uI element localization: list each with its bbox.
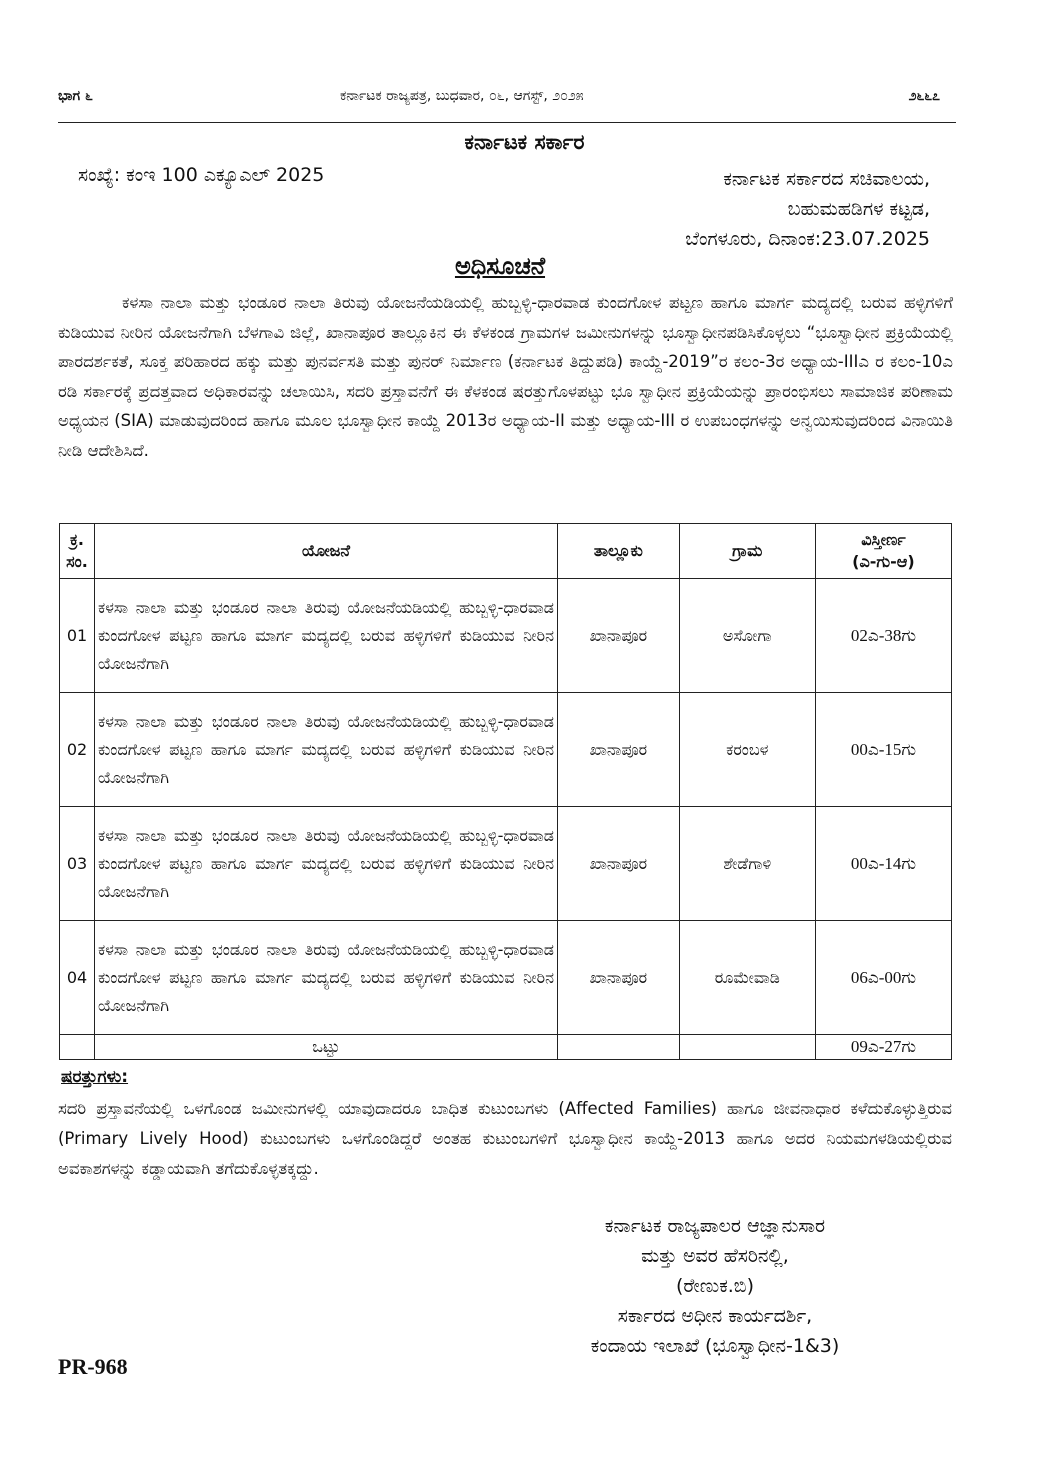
cell-taluk: ಖಾನಾಪೂರ bbox=[558, 807, 680, 921]
col-header-area bbox=[815, 524, 951, 579]
cell-sn: 04 bbox=[60, 921, 95, 1035]
signatory-department: ಕಂದಾಯ ಇಲಾಖೆ (ಭೂಸ್ವಾಧೀನ-1&3) bbox=[590, 1335, 840, 1357]
signature-line-2: ಮತ್ತು ಅವರ ಹೆಸರಿನಲ್ಲಿ, bbox=[641, 1245, 789, 1267]
address-line-2: ಬಹುಮಹಡಿಗಳ ಕಟ್ಟಡ, bbox=[787, 198, 930, 220]
cell-area: 00ಎ-14ಗು bbox=[815, 807, 951, 921]
cell-scheme: ಕಳಸಾ ನಾಲಾ ಮತ್ತು ಭಂಡೂರ ನಾಲಾ ತಿರುವು ಯೋಜನೆಯಡಿಯಲ್ಲಿ ಹುಬ್ಬಳ್ಳಿ-ಧಾರವಾಡ ಕುಂದಗೋಳ ಪಟ್ಟಣ ಹಾಗೂ ಮಾರ್ಗ ಮದ್ಯದಲ್ಲಿ ಬರುವ ಹಳ್ಳಿಗಳಿಗೆ ಕುಡಿಯುವ ನೀರಿನ ಯೋಜನೆಗಾಗಿ bbox=[95, 579, 558, 693]
office-address bbox=[600, 164, 930, 254]
cell-taluk: ಖಾನಾಪೂರ bbox=[558, 921, 680, 1035]
conditions-title: ಷರತ್ತುಗಳು: bbox=[61, 1067, 129, 1087]
total-area: 09ಎ-27ಗು bbox=[815, 1035, 951, 1060]
cell-village: ಕರಂಬಳ bbox=[679, 693, 815, 807]
cell-sn: 03 bbox=[60, 807, 95, 921]
col-header-village: ಗ್ರಾಮ bbox=[679, 524, 815, 579]
cell-sn: 01 bbox=[60, 579, 95, 693]
col-header-taluk: ತಾಲ್ಲೂಕು bbox=[558, 524, 680, 579]
order-number: ಸಂಖ್ಯೆ: ಕಂಇ 100 ಎಕ್ಯೂಎಲ್ 2025 bbox=[78, 164, 325, 186]
signature-block bbox=[500, 1211, 930, 1361]
signatory-name: (ರೇಣುಕ.ಬಿ) bbox=[676, 1275, 754, 1297]
press-release-code: PR-968 bbox=[58, 1354, 128, 1379]
gazette-title: ಕರ್ನಾಟಕ ರಾಜ್ಯಪತ್ರ, ಬುಧವಾರ, ೦೬, ಆಗಸ್ಟ್, ೨೦೨೫ bbox=[340, 88, 584, 104]
col-header-scheme: ಯೋಜನೆ bbox=[95, 524, 558, 579]
table-total-row bbox=[60, 1035, 952, 1060]
cell-area: 02ಎ-38ಗು bbox=[815, 579, 951, 693]
table-row bbox=[60, 921, 952, 1035]
cell-village: ಅಸೋಗಾ bbox=[679, 579, 815, 693]
notification-title: ಅಧಿಸೂಚನೆ bbox=[454, 252, 546, 280]
cell-area: 06ಎ-00ಗು bbox=[815, 921, 951, 1035]
table-row bbox=[60, 579, 952, 693]
land-table bbox=[59, 523, 952, 1060]
page-header bbox=[58, 88, 940, 112]
government-title: ಕರ್ನಾಟಕ ಸರ್ಕಾರ bbox=[464, 130, 585, 154]
table-header-row bbox=[60, 524, 952, 579]
conditions-text: ಸದರಿ ಪ್ರಸ್ತಾವನೆಯಲ್ಲಿ ಒಳಗೊಂಡ ಜಮೀನುಗಳಲ್ಲಿ ಯಾವುದಾದರೂ ಬಾಧಿತ ಕುಟುಂಬಗಳು (Affected Families) ಹಾಗೂ ಜೀವನಾಧಾರ ಕಳೆದುಕೊಳ್ಳುತ್ತಿರುವ (Primary Lively Hood) ಕುಟುಂಬಗಳು ಒಳಗೊಂಡಿದ್ದರೆ ಅಂತಹ ಕುಟುಂಬಗಳಿಗೆ ಭೂಸ್ವಾಧೀನ ಕಾಯ್ದೆ-2013 ಹಾಗೂ ಅದರ ನಿಯಮಗಳಡಿಯಲ್ಲಿರುವ ಅವಕಾಶಗಳನ್ನು ಕಡ್ಡಾಯವಾಗಿ ತಗೆದುಕೊಳ್ಳತಕ್ಕದ್ದು. bbox=[58, 1099, 952, 1178]
signatory-designation: ಸರ್ಕಾರದ ಅಧೀನ ಕಾರ್ಯದರ್ಶಿ, bbox=[617, 1305, 813, 1327]
total-empty-cell bbox=[60, 1035, 95, 1060]
total-empty-cell bbox=[558, 1035, 680, 1060]
signature-line-1: ಕರ್ನಾಟಕ ರಾಜ್ಯಪಾಲರ ಆಜ್ಞಾನುಸಾರ bbox=[604, 1215, 826, 1237]
notification-body: ಕಳಸಾ ನಾಲಾ ಮತ್ತು ಭಂಡೂರ ನಾಲಾ ತಿರುವು ಯೋಜನೆಯಡಿಯಲ್ಲಿ ಹುಬ್ಬಳ್ಳಿ-ಧಾರವಾಡ ಕುಂದಗೋಳ ಪಟ್ಟಣ ಹಾಗೂ ಮಾರ್ಗ ಮದ್ಯದಲ್ಲಿ ಬರುವ ಹಳ್ಳಿಗಳಿಗೆ ಕುಡಿಯುವ ನೀರಿನ ಯೋಜನೆಗಾಗಿ ಬೆಳಗಾವಿ ಜಿಲ್ಲೆ, ಖಾನಾಪೂರ ತಾಲ್ಲೂಕಿನ ಈ ಕೆಳಕಂಡ ಗ್ರಾಮಗಳ ಜಮೀನುಗಳನ್ನು ಭೂಸ್ವಾಧೀನಪಡಿಸಿಕೊಳ್ಳಲು “ಭೂಸ್ವಾಧೀನ ಪ್ರಕ್ರಿಯೆಯಲ್ಲಿ ಪಾರದರ್ಶಕತೆ, ಸೂಕ್ತ ಪರಿಹಾರದ ಹಕ್ಕು ಮತ್ತು ಪುನರ್ವಸತಿ ಮತ್ತು ಪುನರ್ ನಿರ್ಮಾಣ (ಕರ್ನಾಟಕ ತಿದ್ದುಪಡಿ) ಕಾಯ್ದೆ-2019”ರ ಕಲಂ-3ರ ಅಧ್ಯಾಯ-IIIಎ ರ ಕಲಂ-10ಎ ರಡಿ ಸರ್ಕಾರಕ್ಕೆ ಪ್ರದತ್ತವಾದ ಅಧಿಕಾರವನ್ನು ಚಲಾಯಿಸಿ, ಸದರಿ ಪ್ರಸ್ತಾವನೆಗೆ ಈ ಕೆಳಕಂಡ ಷರತ್ತುಗೊಳಪಟ್ಟು ಭೂ ಸ್ವಾಧೀನ ಪ್ರಕ್ರಿಯೆಯನ್ನು ಪ್ರಾರಂಭಿಸಲು ಸಾಮಾಜಿಕ ಪರಿಣಾಮ ಅಧ್ಯಯನ (SIA) ಮಾಡುವುದರಿಂದ ಹಾಗೂ ಮೂಲ ಭೂಸ್ವಾಧೀನ ಕಾಯ್ದೆ 2013ರ ಅಧ್ಯಾಯ-II ಮತ್ತು ಅಧ್ಯಾಯ-III ರ ಉಪಬಂಧಗಳನ್ನು ಅನ್ವಯಿಸುವುದರಿಂದ ವಿನಾಯಿತಿ ನೀಡಿ ಆದೇಶಿಸಿದೆ. bbox=[58, 293, 953, 460]
table-row bbox=[60, 807, 952, 921]
cell-village: ಶೇಡೆಗಾಳಿ bbox=[679, 807, 815, 921]
table-row bbox=[60, 693, 952, 807]
cell-area: 00ಎ-15ಗು bbox=[815, 693, 951, 807]
cell-sn: 02 bbox=[60, 693, 95, 807]
page-number: ೨೬೬೭ bbox=[908, 88, 940, 104]
area-header-unit: (ಎ-ಗು-ಆ) bbox=[852, 552, 915, 571]
address-line-3: ಬೆಂಗಳೂರು, ದಿನಾಂಕ:23.07.2025 bbox=[685, 228, 930, 250]
cell-taluk: ಖಾನಾಪೂರ bbox=[558, 693, 680, 807]
total-empty-cell bbox=[679, 1035, 815, 1060]
cell-scheme: ಕಳಸಾ ನಾಲಾ ಮತ್ತು ಭಂಡೂರ ನಾಲಾ ತಿರುವು ಯೋಜನೆಯಡಿಯಲ್ಲಿ ಹುಬ್ಬಳ್ಳಿ-ಧಾರವಾಡ ಕುಂದಗೋಳ ಪಟ್ಟಣ ಹಾಗೂ ಮಾರ್ಗ ಮದ್ಯದಲ್ಲಿ ಬರುವ ಹಳ್ಳಿಗಳಿಗೆ ಕುಡಿಯುವ ನೀರಿನ ಯೋಜನೆಗಾಗಿ bbox=[95, 807, 558, 921]
cell-village: ರೂಮೇವಾಡಿ bbox=[679, 921, 815, 1035]
area-header-label: ವಿಸ್ತೀರ್ಣ bbox=[861, 530, 906, 549]
cell-scheme: ಕಳಸಾ ನಾಲಾ ಮತ್ತು ಭಂಡೂರ ನಾಲಾ ತಿರುವು ಯೋಜನೆಯಡಿಯಲ್ಲಿ ಹುಬ್ಬಳ್ಳಿ-ಧಾರವಾಡ ಕುಂದಗೋಳ ಪಟ್ಟಣ ಹಾಗೂ ಮಾರ್ಗ ಮದ್ಯದಲ್ಲಿ ಬರುವ ಹಳ್ಳಿಗಳಿಗೆ ಕುಡಿಯುವ ನೀರಿನ ಯೋಜನೆಗಾಗಿ bbox=[95, 921, 558, 1035]
cell-scheme: ಕಳಸಾ ನಾಲಾ ಮತ್ತು ಭಂಡೂರ ನಾಲಾ ತಿರುವು ಯೋಜನೆಯಡಿಯಲ್ಲಿ ಹುಬ್ಬಳ್ಳಿ-ಧಾರವಾಡ ಕುಂದಗೋಳ ಪಟ್ಟಣ ಹಾಗೂ ಮಾರ್ಗ ಮದ್ಯದಲ್ಲಿ ಬರುವ ಹಳ್ಳಿಗಳಿಗೆ ಕುಡಿಯುವ ನೀರಿನ ಯೋಜನೆಗಾಗಿ bbox=[95, 693, 558, 807]
header-rule bbox=[58, 122, 956, 123]
cell-taluk: ಖಾನಾಪೂರ bbox=[558, 579, 680, 693]
col-header-sn: ಕ್ರ. ಸಂ. bbox=[60, 524, 95, 579]
part-number: ಭಾಗ ೬ bbox=[58, 88, 93, 104]
address-line-1: ಕರ್ನಾಟಕ ಸರ್ಕಾರದ ಸಚಿವಾಲಯ, bbox=[723, 168, 930, 190]
total-label: ಒಟ್ಟು bbox=[95, 1035, 558, 1060]
